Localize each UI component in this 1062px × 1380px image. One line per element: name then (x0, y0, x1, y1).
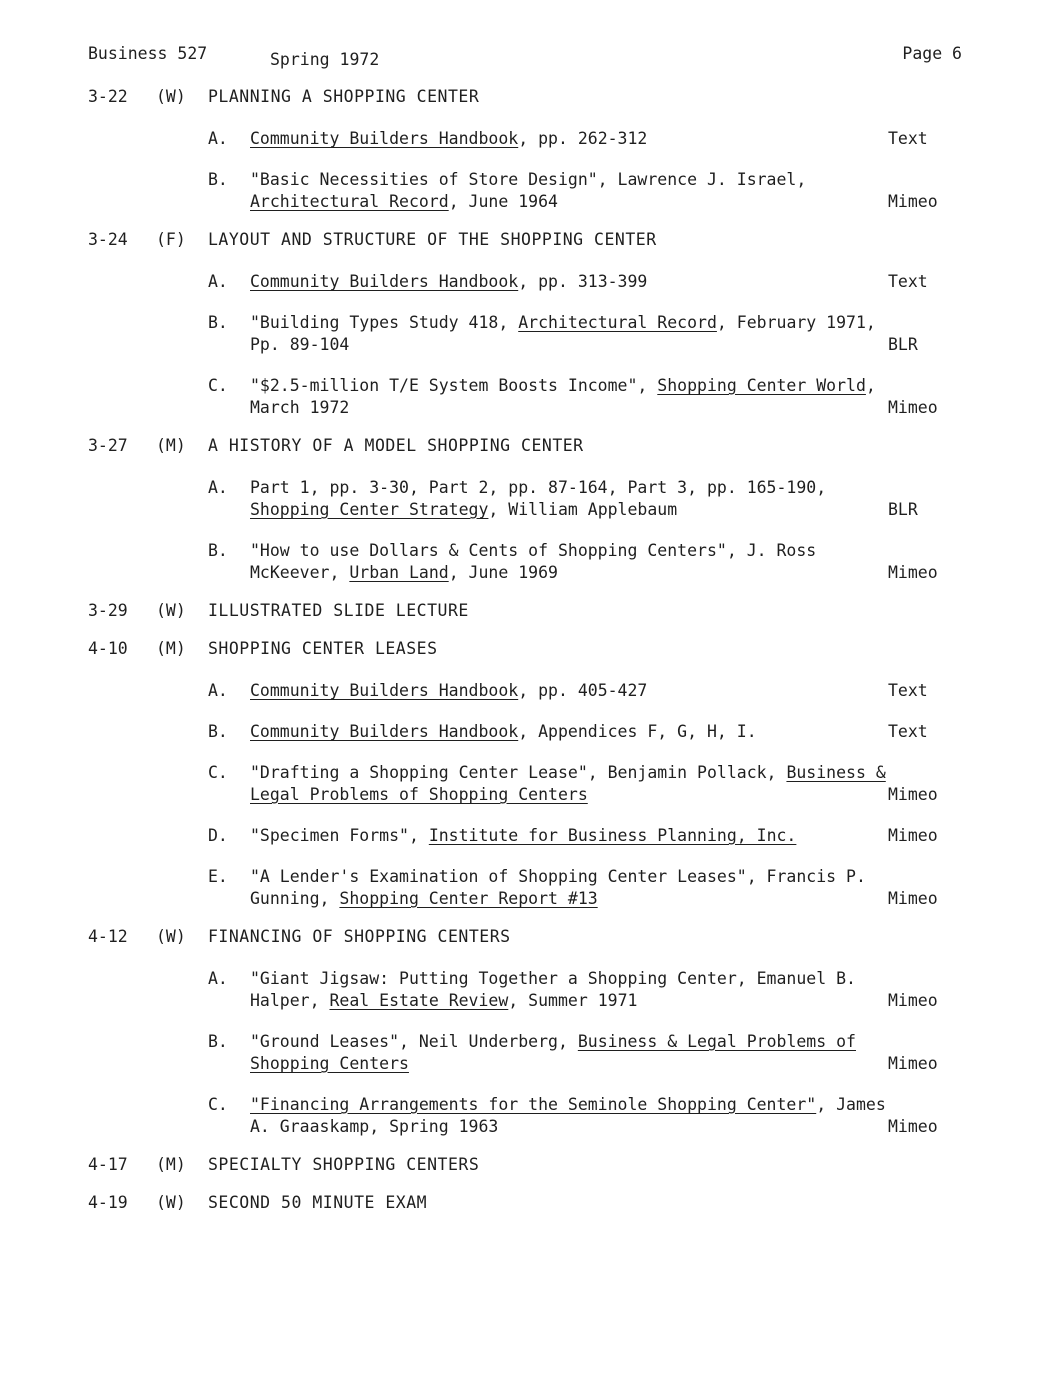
citation-text: "Building Types Study 418, (250, 313, 519, 332)
publication-title: Institute for Business Planning, Inc. (428, 826, 797, 845)
reading-letter: E. (208, 867, 228, 886)
reading-item (88, 1094, 958, 1138)
session-topic: A HISTORY OF A MODEL SHOPPING CENTER (208, 436, 584, 455)
reading-letter: A. (208, 272, 228, 291)
reading-source: Mimeo (888, 398, 938, 417)
reading-source: Text (888, 272, 928, 291)
course-header: Business 527 (88, 44, 208, 63)
reading-item (88, 825, 958, 847)
session-day: (F) (156, 230, 186, 249)
reading-letter: C. (208, 1095, 228, 1114)
session-day: (W) (156, 601, 186, 620)
reading-citation (250, 1094, 890, 1138)
publication-title: Shopping Center Strategy (250, 500, 489, 519)
reading-item (88, 968, 958, 1012)
reading-source: BLR (888, 335, 918, 354)
reading-source: Text (888, 722, 928, 741)
reading-citation (250, 866, 890, 910)
publication-title: "Financing Arrangements for the Seminole Shopping Center" (250, 1095, 817, 1114)
reading-source: BLR (888, 500, 918, 519)
session-topic: SECOND 50 MINUTE EXAM (208, 1193, 428, 1212)
reading-item (88, 477, 958, 521)
citation-text: "Giant Jigsaw: Putting Together a Shopping Center, Emanuel B. Halper, (250, 969, 856, 1010)
session-topic: SHOPPING CENTER LEASES (208, 639, 438, 658)
reading-source: Mimeo (888, 1117, 938, 1136)
reading-source: Mimeo (888, 826, 938, 845)
reading-item (88, 680, 958, 702)
session-block (88, 600, 958, 622)
reading-citation (250, 271, 890, 293)
session-day: (W) (156, 1193, 186, 1212)
reading-source: Mimeo (888, 192, 938, 211)
page-number: Page 6 (902, 44, 962, 63)
publication-title: Community Builders Handbook (250, 129, 519, 148)
reading-list (88, 128, 958, 213)
reading-source: Mimeo (888, 785, 938, 804)
citation-text: , William Applebaum (488, 500, 678, 519)
reading-letter: B. (208, 1032, 228, 1051)
reading-citation (250, 169, 890, 213)
reading-letter: A. (208, 478, 228, 497)
citation-text: , pp. 262-312 (518, 129, 648, 148)
citation-text: , James A. Graaskamp, Spring 1963 (250, 1095, 886, 1136)
reading-item (88, 312, 958, 356)
session-heading (88, 229, 958, 251)
session-block (88, 1154, 958, 1176)
reading-source: Text (888, 129, 928, 148)
publication-title: Community Builders Handbook (250, 722, 519, 741)
session-block (88, 435, 958, 584)
publication-title: Urban Land (349, 563, 449, 582)
session-block (88, 229, 958, 419)
reading-citation (250, 477, 890, 521)
reading-item (88, 866, 958, 910)
session-topic: FINANCING OF SHOPPING CENTERS (208, 927, 511, 946)
publication-title: Shopping Center Report #13 (339, 889, 598, 908)
publication-title: Business & Legal Problems of Shopping Centers (250, 763, 886, 804)
session-date: 3-29 (88, 601, 128, 620)
citation-text: , Summer 1971 (508, 991, 638, 1010)
reading-citation (250, 540, 890, 584)
session-day: (M) (156, 436, 186, 455)
reading-item (88, 128, 958, 150)
reading-letter: A. (208, 681, 228, 700)
session-date: 3-27 (88, 436, 128, 455)
reading-letter: C. (208, 763, 228, 782)
session-block (88, 1192, 958, 1214)
session-block (88, 638, 958, 910)
publication-title: Community Builders Handbook (250, 681, 519, 700)
citation-text: "Basic Necessities of Store Design", Lawrence J. Israel, (250, 170, 807, 189)
reading-list (88, 968, 958, 1138)
reading-item (88, 375, 958, 419)
citation-text: "Ground Leases", Neil Underberg, (250, 1032, 578, 1051)
citation-text: , pp. 405-427 (518, 681, 648, 700)
publication-title: Architectural Record (518, 313, 717, 332)
citation-text: "A Lender's Examination of Shopping Center Leases", Francis P. Gunning, (250, 867, 866, 908)
reading-citation (250, 721, 890, 743)
reading-citation (250, 968, 890, 1012)
reading-letter: B. (208, 170, 228, 189)
session-topic: ILLUSTRATED SLIDE LECTURE (208, 601, 469, 620)
citation-text: , pp. 313-399 (518, 272, 648, 291)
reading-citation (250, 680, 890, 702)
session-day: (M) (156, 639, 186, 658)
term-header: Spring 1972 (270, 50, 380, 69)
reading-item (88, 762, 958, 806)
reading-item (88, 1031, 958, 1075)
publication-title: Community Builders Handbook (250, 272, 519, 291)
session-block (88, 926, 958, 1138)
reading-citation (250, 1031, 890, 1075)
reading-list (88, 477, 958, 584)
reading-citation (250, 375, 890, 419)
citation-text: , Appendices F, G, H, I. (518, 722, 757, 741)
session-date: 3-24 (88, 230, 128, 249)
reading-source: Mimeo (888, 563, 938, 582)
session-day: (W) (156, 927, 186, 946)
reading-letter: C. (208, 376, 228, 395)
session-topic: LAYOUT AND STRUCTURE OF THE SHOPPING CENTER (208, 230, 657, 249)
reading-item (88, 169, 958, 213)
citation-text: "$2.5-million T/E System Boosts Income", (250, 376, 658, 395)
session-day: (W) (156, 87, 186, 106)
reading-source: Mimeo (888, 991, 938, 1010)
citation-text: Part 1, pp. 3-30, Part 2, pp. 87-164, Part 3, pp. 165-190, (250, 478, 827, 497)
citation-text: , February 1971, Pp. 89-104 (250, 313, 876, 354)
reading-letter: A. (208, 129, 228, 148)
session-day: (M) (156, 1155, 186, 1174)
reading-item (88, 721, 958, 743)
session-heading (88, 1154, 958, 1176)
publication-title: Architectural Record (250, 192, 449, 211)
publication-title: Business & Legal Problems of Shopping Centers (250, 1032, 856, 1073)
citation-text: , March 1972 (250, 376, 876, 417)
citation-text: "How to use Dollars & Cents of Shopping Centers", J. Ross McKeever, (250, 541, 817, 582)
reading-letter: B. (208, 722, 228, 741)
session-heading (88, 435, 958, 457)
session-block (88, 86, 958, 213)
session-date: 4-12 (88, 927, 128, 946)
publication-title: Real Estate Review (329, 991, 509, 1010)
session-date: 3-22 (88, 87, 128, 106)
session-topic: PLANNING A SHOPPING CENTER (208, 87, 480, 106)
reading-letter: B. (208, 313, 228, 332)
session-date: 4-10 (88, 639, 128, 658)
session-heading (88, 1192, 958, 1214)
session-heading (88, 600, 958, 622)
reading-citation (250, 312, 890, 356)
reading-source: Mimeo (888, 889, 938, 908)
reading-letter: D. (208, 826, 228, 845)
session-heading (88, 86, 958, 108)
reading-citation (250, 128, 890, 150)
citation-text: "Specimen Forms", (250, 826, 429, 845)
citation-text: , June 1964 (448, 192, 558, 211)
reading-source: Mimeo (888, 1054, 938, 1073)
reading-source: Text (888, 681, 928, 700)
session-heading (88, 926, 958, 948)
session-date: 4-17 (88, 1155, 128, 1174)
reading-list (88, 271, 958, 419)
reading-item (88, 540, 958, 584)
reading-letter: B. (208, 541, 228, 560)
publication-title: Shopping Center World (657, 376, 866, 395)
session-date: 4-19 (88, 1193, 128, 1212)
session-heading (88, 638, 958, 660)
reading-citation (250, 825, 890, 847)
reading-letter: A. (208, 969, 228, 988)
citation-text: "Drafting a Shopping Center Lease", Benjamin Pollack, (250, 763, 787, 782)
reading-item (88, 271, 958, 293)
citation-text: , June 1969 (448, 563, 558, 582)
session-topic: SPECIALTY SHOPPING CENTERS (208, 1155, 480, 1174)
reading-list (88, 680, 958, 910)
session-schedule (88, 86, 958, 1230)
reading-citation (250, 762, 890, 806)
